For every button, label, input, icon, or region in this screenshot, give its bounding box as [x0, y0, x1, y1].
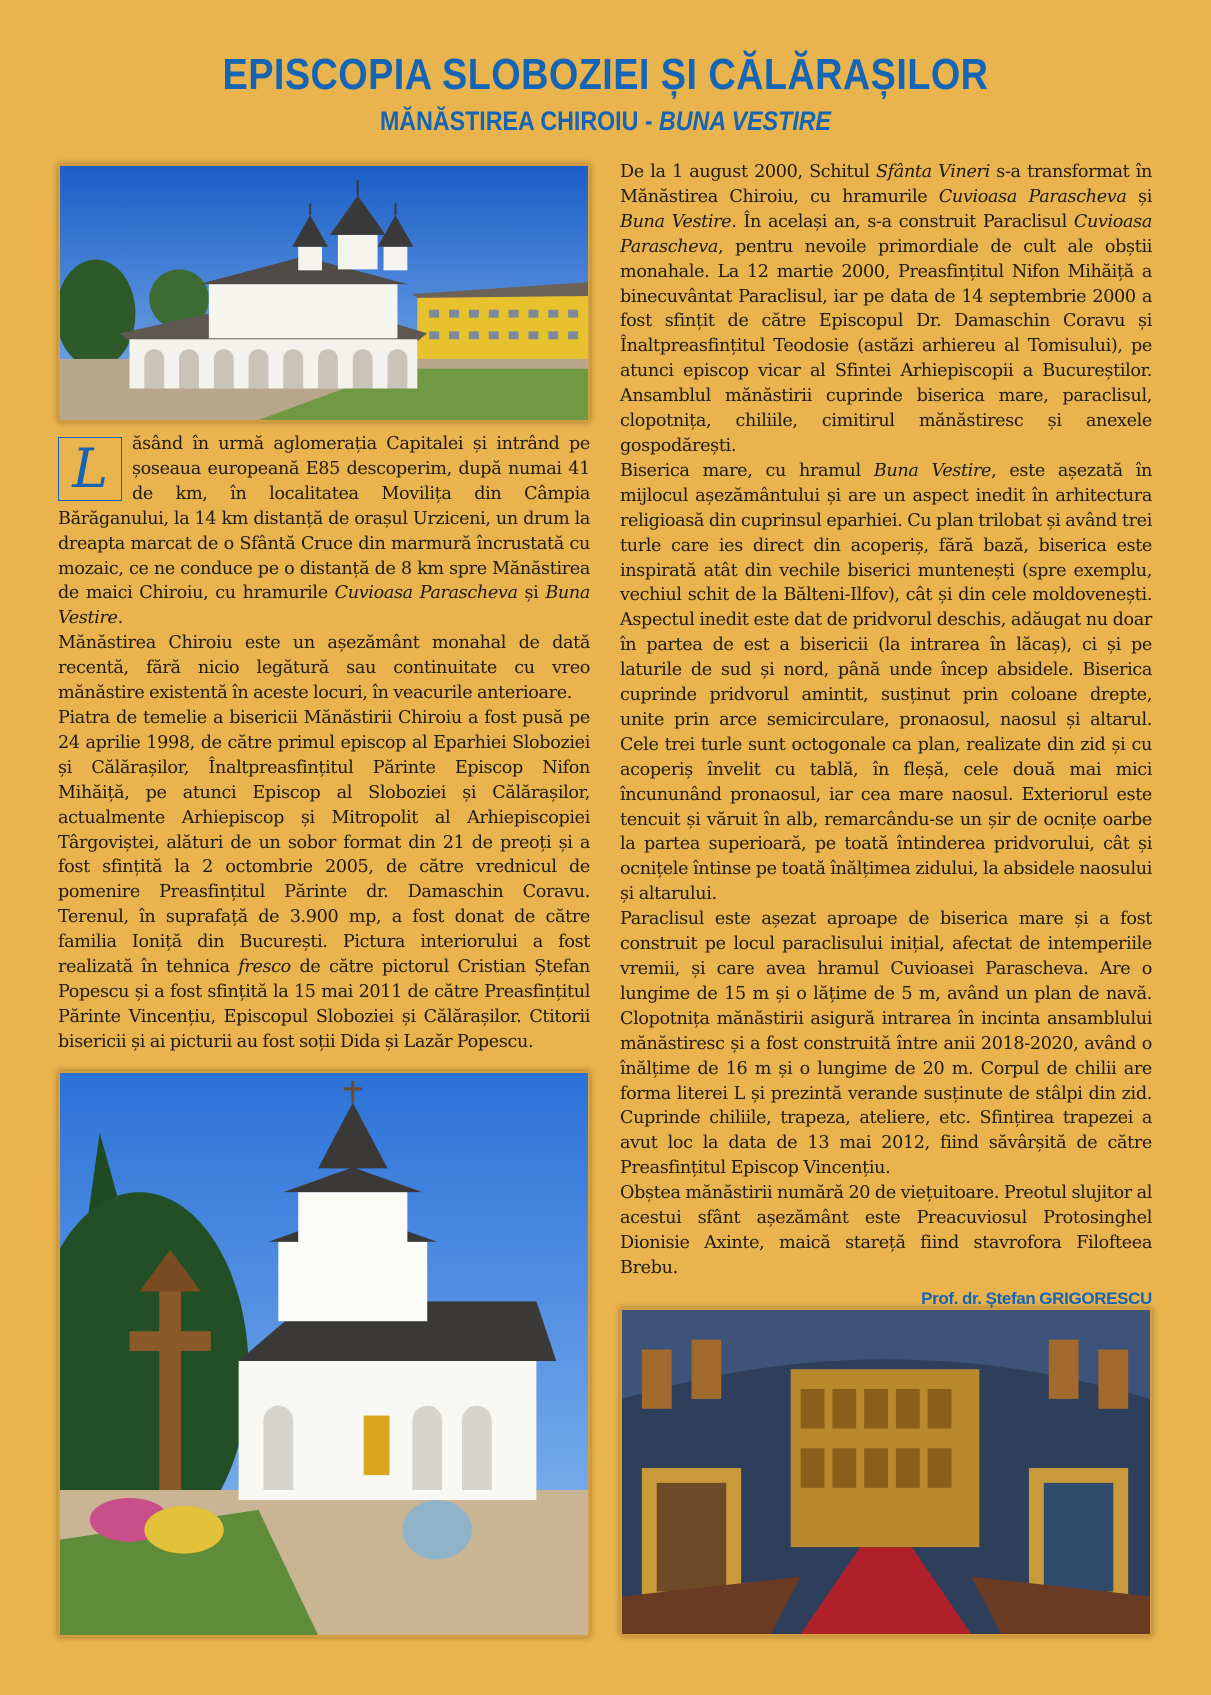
r1d: . În același an, s-a construit Paraclisul — [731, 211, 1074, 232]
intro-mid: și — [517, 583, 546, 604]
p3-italic: fresco — [238, 957, 291, 978]
subtitle-text: MĂNĂSTIREA CHIROIU - — [379, 106, 660, 136]
intro-italic-2: Buna Vestire — [58, 583, 590, 629]
p3-text: Piatra de temelie a bisericii Mănăstirii Chiroiu a fost pusă pe 24 aprilie 1998, de către primul episcop al Eparhiei Sloboziei și Călărașilor, Înaltpreasfințitul Părinte Episcop Nifon Mihăiță, pe atunci Episcop al Sloboziei și Călărașilor, actualmente Arhiepiscop și Mitropolit al Arhiepiscopiei Târgoviștei, alături de un sobor format din 21 de preoți și a fost sfințită la 2 octombrie 2005, de către vrednicul de pomenire Preasfințitul Părinte dr. Damaschin Coravu. Terenul, în suprafață de 3.900 mp, a fost donat de către familia Ioniță din București. Pictura interiorului a fost realizată în tehnica — [58, 707, 590, 978]
page-title: EPISCOPIA SLOBOZIEI ȘI CĂLĂRAȘILOR — [222, 50, 989, 99]
intro-paragraph — [58, 432, 590, 631]
r1-italic-2: Cuvioasa Parascheva — [938, 186, 1127, 207]
church-tower-photo — [58, 1071, 590, 1637]
drop-cap: L — [58, 437, 122, 501]
right-column — [620, 160, 1152, 1312]
left-column — [58, 432, 590, 1055]
right-paragraph-2 — [620, 459, 1152, 907]
r1a: De la 1 august 2000, Schitul — [620, 162, 876, 182]
r1b: s-a transformat în Mănăstirea Chiroiu, cu hramurile — [620, 162, 1152, 207]
r1e: , pentru nevoile primordiale de cult ale obștii monahale. La 12 martie 2000, Preasfințitul Nifon Mihăiță a binecuvântat Paraclisul, iar pe data de 14 septembrie 2000 a fost sfințit de către Episcopul Dr. Damaschin Coravu și Înaltpreasfințitul Teodosie (astăzi arhiereu al Tomisului), pe atunci episcop vicar al Sfintei Arhiepiscopii a Bucureștilor. Ansamblul mănăstirii cuprinde biserica mare, paraclisul, clopotnița, chiliile, cimitirul mănăstiresc și anexele gospodărești. — [620, 236, 1152, 456]
r2a: Biserica mare, cu hramul — [620, 460, 874, 481]
church-exterior-photo — [58, 164, 590, 422]
r2-italic-1: Buna Vestire — [873, 460, 992, 481]
r1-italic-4: Cuvioasa Parascheva — [620, 211, 1152, 257]
paragraph-3 — [58, 706, 590, 1055]
r1c: și — [1126, 186, 1152, 207]
intro-text: ăsând în urmă aglomerația Capitalei și intrând pe șoseaua europeană E85 descoperim, după numai 41 de km, în localitatea Movilița din Câmpia Bărăganului, la 14 km distanță de orașul Urziceni, un drum la dreapta marcat de o Sfântă Cruce din marmură încrustată cu mozaic, ce ne conduce pe o distanță de 8 km spre Mănăstirea de maici Chiroiu, cu hramurile — [58, 434, 590, 604]
r1-italic-1: Sfânta Vineri — [875, 162, 990, 182]
right-paragraph-1 — [620, 160, 1152, 459]
page-subtitle — [85, 106, 1126, 137]
intro-italic-1: Cuvioasa Parascheva — [334, 583, 518, 604]
subtitle-italic: BUNA VESTIRE — [659, 106, 832, 136]
right-paragraph-4: Obștea mănăstirii numără 20 de viețuitoare. Preotul slujitor al acestui sfânt așezământ este Preacuviosul Protosinghel Dionisie Axinte, maică stareță fiind stavrofora Filofteea Brebu. — [620, 1183, 1152, 1278]
p3-end: de către pictorul Cristian Ștefan Popescu și a fost sfințită la 15 mai 2011 de către Preasfințitul Părinte Vincențiu, Episcopul Sloboziei și Călărașilor. Ctitorii bisericii și ai picturii au fost soții Dida și Lazăr Popescu. — [58, 957, 590, 1052]
church-interior-photo — [620, 1308, 1152, 1636]
r1-italic-3: Buna Vestire — [620, 211, 732, 232]
intro-end: . — [117, 608, 123, 629]
right-paragraph-3: Paraclisul este așezat aproape de biserica mare și a fost construit pe locul paraclisului inițial, afectat de intemperiile vremii, și care avea hramul Cuvioasei Parascheva. Are o lungime de 15 m și o lățime de 5 m, având un plan de navă. Clopotnița mănăstirii asigură intrarea în incinta ansamblului mănăstiresc și a fost construită între anii 2018-2020, având o înălțime de 16 m și o lungime de 20 m. Corpul de chilii are forma literei L și prezintă verande susținute de stâlpi din zid. Cuprinde chiliile, trapeza, ateliere, etc. Sfințirea trapezei a avut loc la data de 13 mai 2012, fiind săvârșită de către Preasfințitul Episcop Vincențiu. — [620, 909, 1152, 1179]
author-signature: Prof. dr. Ștefan GRIGORESCU — [921, 1288, 1152, 1308]
paragraph-2: Mănăstirea Chiroiu este un așezământ monahal de dată recentă, fără nicio legătură sau continuitate cu vreo mănăstire existentă în aceste locuri, în veacurile anterioare. — [58, 633, 590, 704]
r2b: , este așezată în mijlocul așezământului și are un aspect inedit în arhitectura religioasă din cuprinsul eparhiei. Cu plan trilobat și având trei turle care ies direct din acoperiș, fără bază, biserica este inspirată atât din vechile biserici muntenești (spre exemplu, vechiul schit de la Bălteni-Ilfov), cât și din cele moldovenești. Aspectul inedit este dat de pridvorul deschis, adăugat nu doar în partea de est a bisericii (la intrarea în lăcaș), ci și pe laturile de sud și nord, până unde încep absidele. Biserica cuprinde pridvorul amintit, susținut prin coloane drepte, unite prin arce semicirculare, pronaosul, naosul și altarul. Cele trei turle sunt octogonale ca plan, realizate din zid și cu acoperiș învelit cu tablă, în fleșă, cele două mai mici încununând pronaosul, iar cea mare naosul. Exteriorul este tencuit și văruit în alb, remarcându-se un șir de ocnițe oarbe la partea superioară, pe toată întinderea pridvorului, cât și ocnițele întinse pe toată înălțimea zidului, la absidele naosului și altarului. — [620, 460, 1152, 905]
